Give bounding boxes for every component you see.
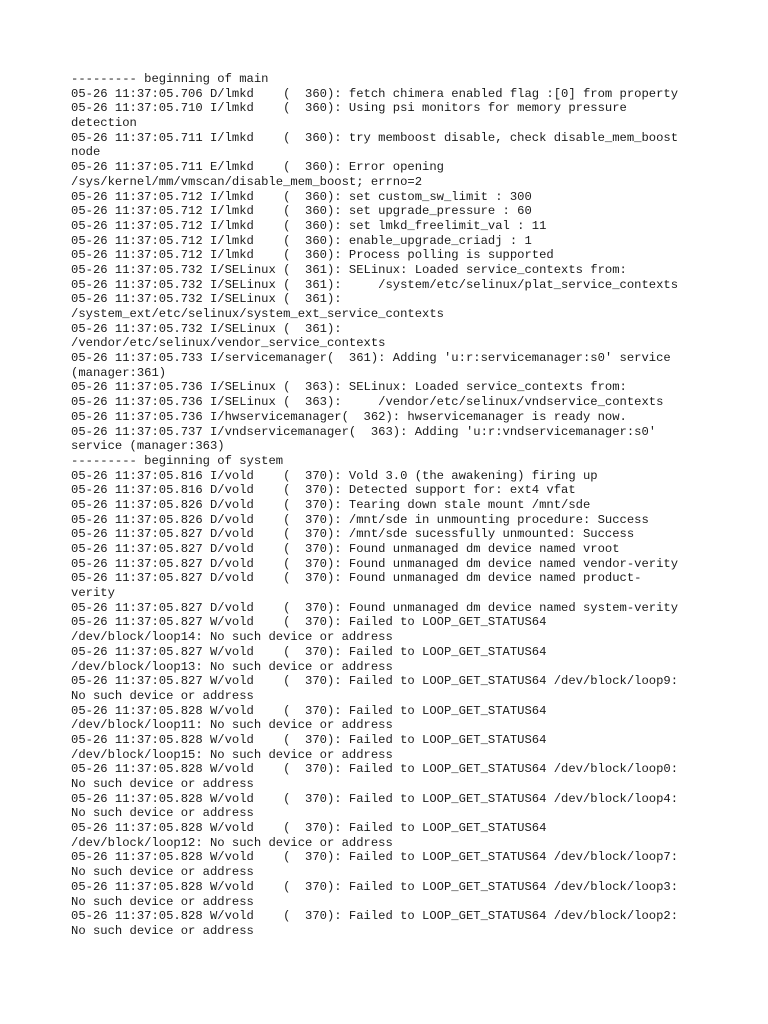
log-line: 05-26 11:37:05.732 I/SELinux ( 361):: [71, 321, 342, 336]
log-line: No such device or address: [71, 923, 254, 938]
log-line: 05-26 11:37:05.712 I/lmkd ( 360): set upgrade_pressure : 60: [71, 204, 532, 219]
log-line: 05-26 11:37:05.736 I/hwservicemanager( 362): hwservicemanager is ready now.: [71, 409, 627, 424]
log-line: 05-26 11:37:05.828 W/vold ( 370): Failed to LOOP_GET_STATUS64: [71, 821, 547, 836]
log-line: 05-26 11:37:05.827 D/vold ( 370): /mnt/sde sucessfully unmounted: Success: [71, 527, 635, 542]
log-line: /dev/block/loop15: No such device or address: [71, 747, 393, 762]
log-line: 05-26 11:37:05.736 I/SELinux ( 363): /vendor/etc/selinux/vndservice_contexts: [71, 395, 664, 410]
log-line: verity: [71, 586, 115, 601]
log-line: 05-26 11:37:05.736 I/SELinux ( 363): SELinux: Loaded service_contexts from:: [71, 380, 627, 395]
log-line: /dev/block/loop13: No such device or address: [71, 659, 393, 674]
log-line: 05-26 11:37:05.828 W/vold ( 370): Failed to LOOP_GET_STATUS64: [71, 703, 547, 718]
log-line: 05-26 11:37:05.826 D/vold ( 370): /mnt/sde in unmounting procedure: Success: [71, 512, 649, 527]
log-line: node: [71, 145, 101, 160]
log-line: 05-26 11:37:05.711 I/lmkd ( 360): try memboost disable, check disable_mem_boost: [71, 130, 679, 145]
log-line: 05-26 11:37:05.816 D/vold ( 370): Detected support for: ext4 vfat: [71, 483, 576, 498]
log-line: 05-26 11:37:05.827 W/vold ( 370): Failed to LOOP_GET_STATUS64 /dev/block/loop9:: [71, 674, 679, 689]
log-line: 05-26 11:37:05.712 I/lmkd ( 360): enable_upgrade_criadj : 1: [71, 233, 532, 248]
log-line: 05-26 11:37:05.827 D/vold ( 370): Found unmanaged dm device named system-verity: [71, 600, 679, 615]
log-line: /vendor/etc/selinux/vendor_service_contexts: [71, 336, 386, 351]
log-line: 05-26 11:37:05.737 I/vndservicemanager( 363): Adding 'u:r:vndservicemanager:s0': [71, 424, 657, 439]
log-line: 05-26 11:37:05.732 I/SELinux ( 361): /system/etc/selinux/plat_service_contexts: [71, 277, 679, 292]
log-line: No such device or address: [71, 777, 254, 791]
log-line: 05-26 11:37:05.816 I/vold ( 370): Vold 3.0 (the awakening) firing up: [71, 468, 598, 483]
log-line: --------- beginning of system: [71, 453, 284, 468]
log-line: /dev/block/loop12: No such device or address: [71, 835, 393, 850]
log-line: 05-26 11:37:05.706 D/lmkd ( 360): fetch chimera enabled flag :[0] from property: [71, 86, 679, 101]
log-line: 05-26 11:37:05.827 W/vold ( 370): Failed to LOOP_GET_STATUS64: [71, 615, 547, 630]
log-line: (manager:361): [71, 365, 167, 380]
log-line: No such device or address: [71, 865, 254, 880]
log-line: 05-26 11:37:05.826 D/vold ( 370): Tearing down stale mount /mnt/sde: [71, 497, 591, 512]
log-line: 05-26 11:37:05.828 W/vold ( 370): Failed to LOOP_GET_STATUS64 /dev/block/loop4:: [71, 791, 679, 806]
log-line: 05-26 11:37:05.827 W/vold ( 370): Failed to LOOP_GET_STATUS64: [71, 644, 547, 659]
log-line: /dev/block/loop14: No such device or address: [71, 630, 393, 645]
log-line: 05-26 11:37:05.828 W/vold ( 370): Failed to LOOP_GET_STATUS64: [71, 732, 547, 747]
log-line: No such device or address: [71, 806, 254, 821]
log-line: 05-26 11:37:05.828 W/vold ( 370): Failed to LOOP_GET_STATUS64 /dev/block/loop7:: [71, 850, 679, 865]
log-line: 05-26 11:37:05.712 I/lmkd ( 360): set custom_sw_limit : 300: [71, 189, 532, 204]
log-line: 05-26 11:37:05.827 D/vold ( 370): Found unmanaged dm device named product-: [71, 571, 642, 586]
log-line: 05-26 11:37:05.712 I/lmkd ( 360): Process polling is supported: [71, 248, 554, 263]
log-line: /dev/block/loop11: No such device or address: [71, 718, 393, 733]
log-line: 05-26 11:37:05.732 I/SELinux ( 361):: [71, 292, 342, 307]
log-line: /sys/kernel/mm/vmscan/disable_mem_boost; errno=2: [71, 174, 423, 189]
log-line: --------- beginning of main: [71, 72, 269, 86]
log-line: 05-26 11:37:05.712 I/lmkd ( 360): set lmkd_freelimit_val : 11: [71, 218, 547, 233]
log-line: No such device or address: [71, 894, 254, 909]
log-line: 05-26 11:37:05.733 I/servicemanager( 361): Adding 'u:r:servicemanager:s0' service: [71, 351, 671, 366]
log-line: 05-26 11:37:05.828 W/vold ( 370): Failed to LOOP_GET_STATUS64 /dev/block/loop0:: [71, 762, 679, 777]
log-line: service (manager:363): [71, 439, 225, 454]
log-line: detection: [71, 116, 137, 131]
log-line: 05-26 11:37:05.828 W/vold ( 370): Failed to LOOP_GET_STATUS64 /dev/block/loop3:: [71, 879, 679, 894]
log-line: 05-26 11:37:05.827 D/vold ( 370): Found unmanaged dm device named vendor-verity: [71, 556, 679, 571]
log-line: 05-26 11:37:05.732 I/SELinux ( 361): SELinux: Loaded service_contexts from:: [71, 262, 627, 277]
log-line: 05-26 11:37:05.711 E/lmkd ( 360): Error opening: [71, 160, 444, 175]
log-line: No such device or address: [71, 688, 254, 703]
log-line: 05-26 11:37:05.828 W/vold ( 370): Failed to LOOP_GET_STATUS64 /dev/block/loop2:: [71, 909, 679, 924]
log-document: [71, 72, 711, 939]
log-line: 05-26 11:37:05.710 I/lmkd ( 360): Using psi monitors for memory pressure: [71, 101, 627, 116]
log-line: /system_ext/etc/selinux/system_ext_service_contexts: [71, 307, 444, 321]
log-line: 05-26 11:37:05.827 D/vold ( 370): Found unmanaged dm device named vroot: [71, 542, 620, 556]
